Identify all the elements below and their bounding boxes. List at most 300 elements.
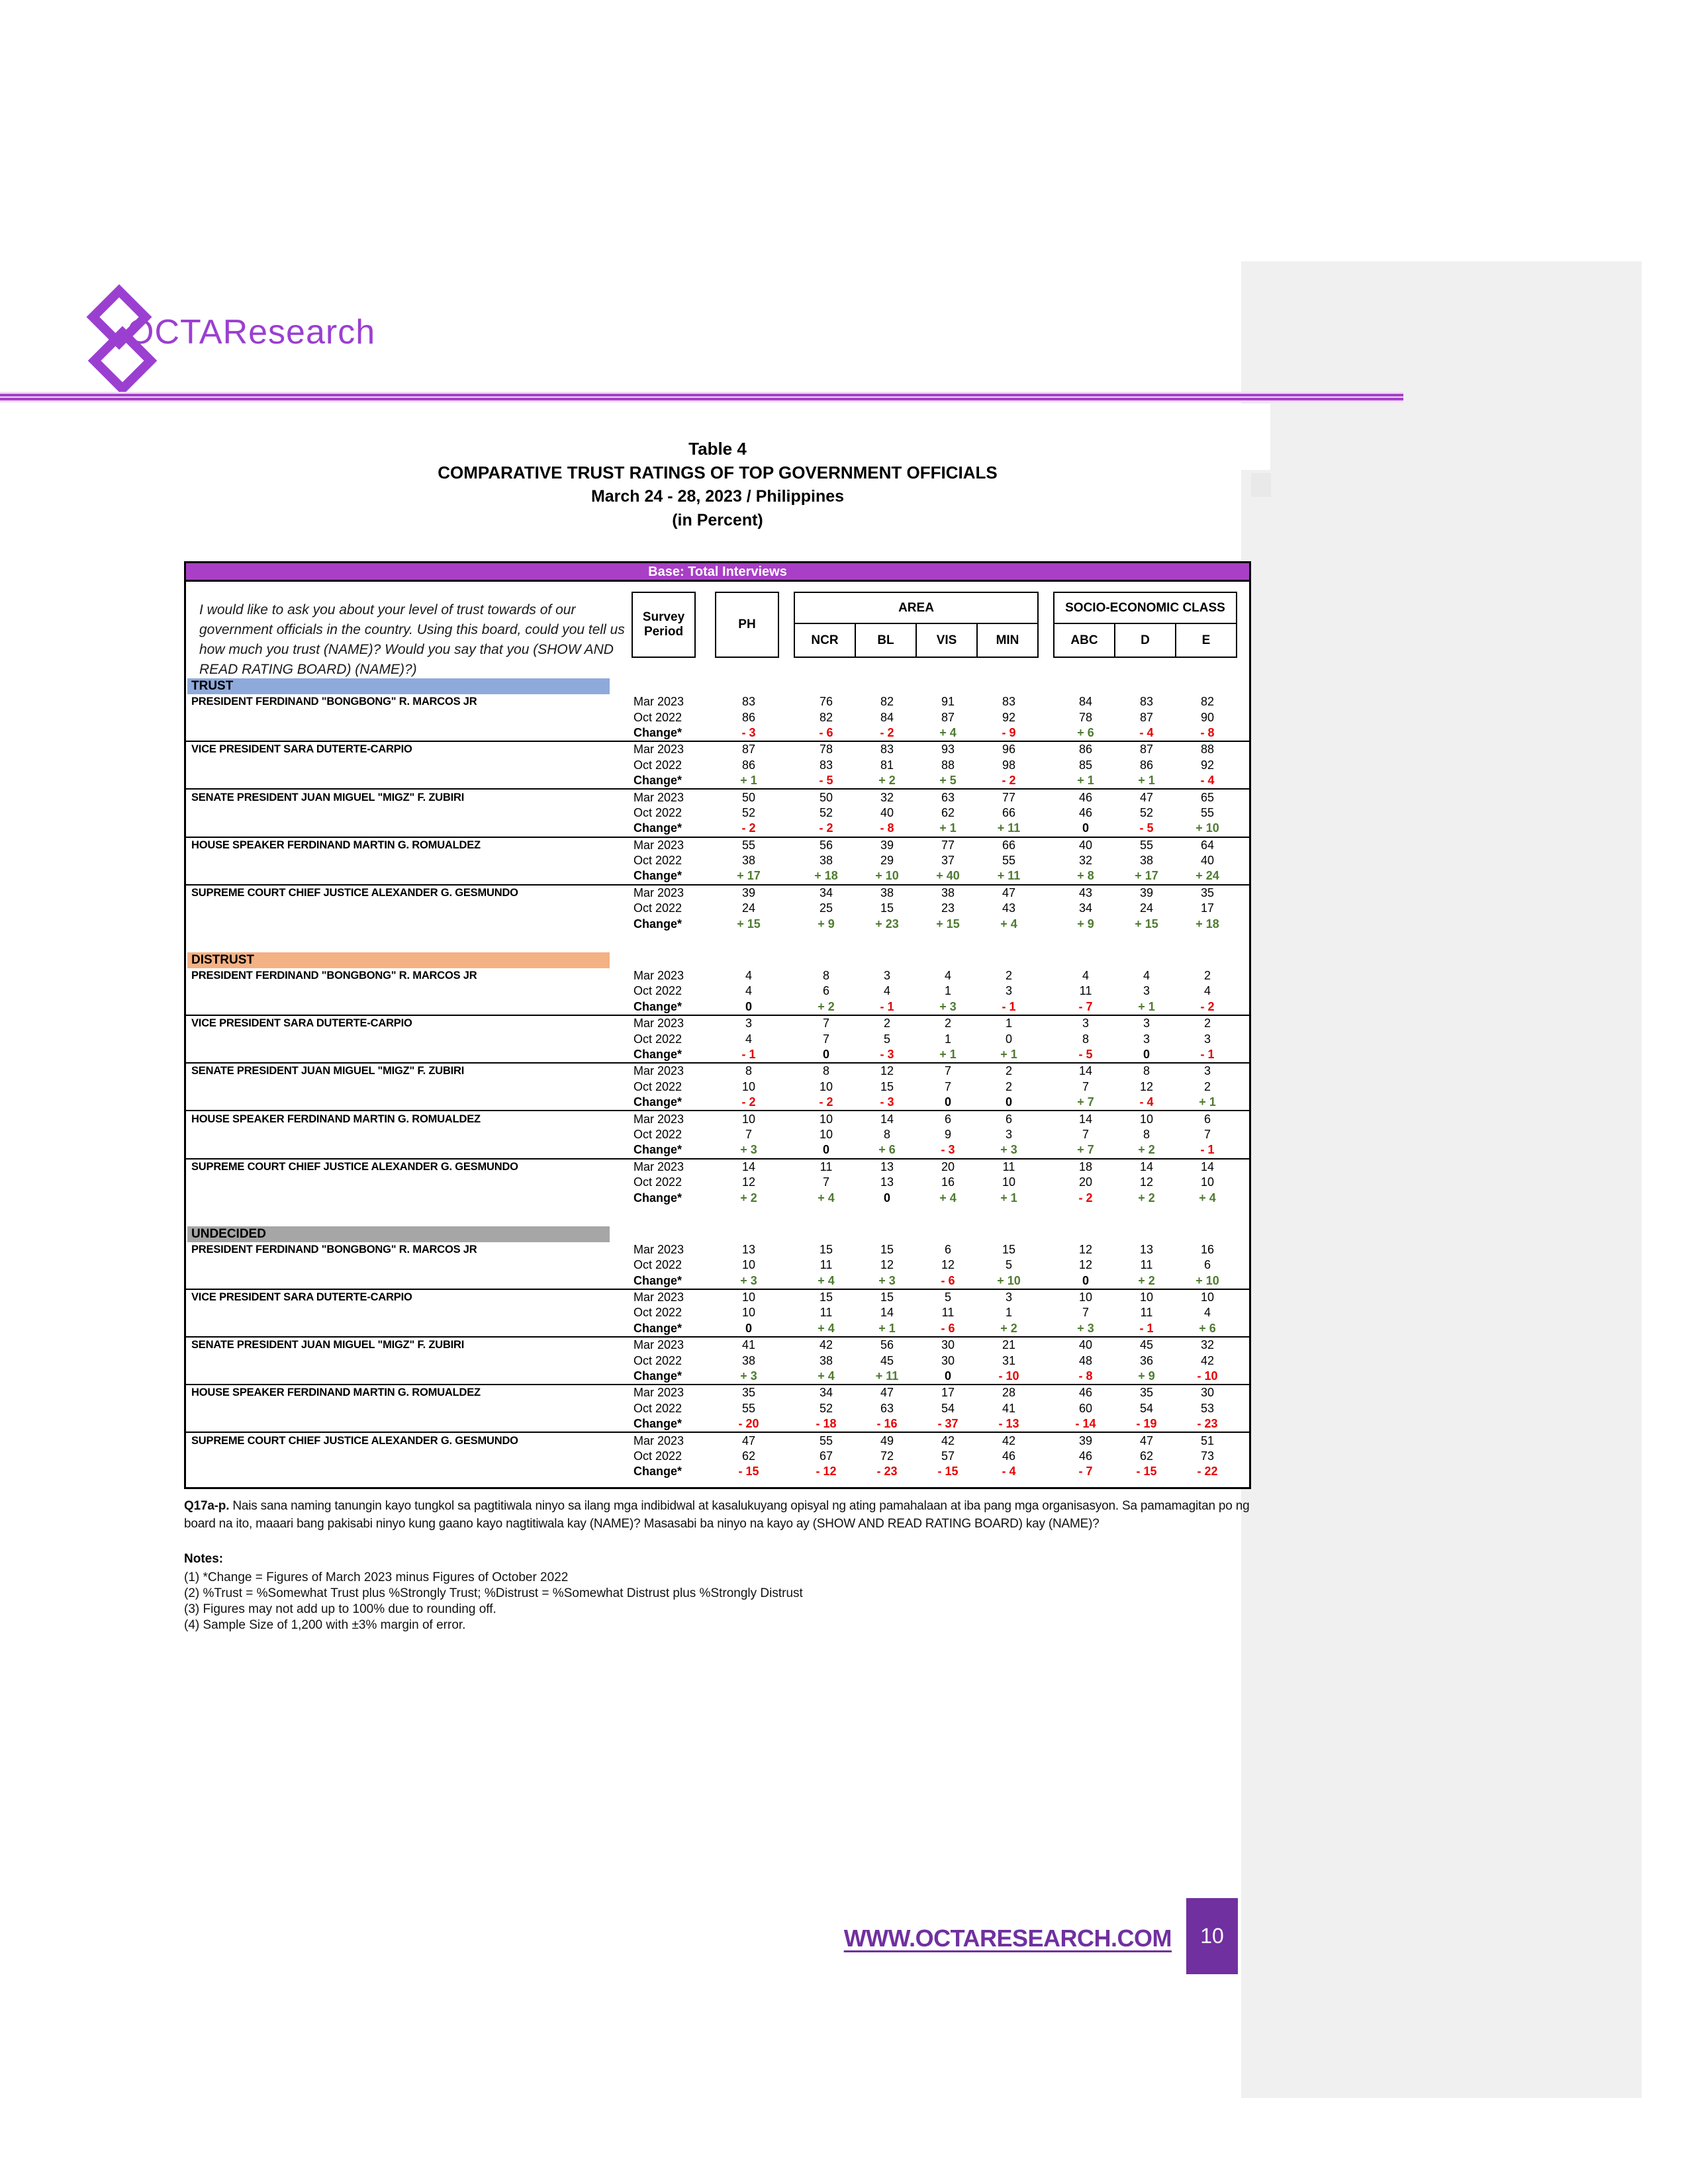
change-cell: + 1: [939, 1048, 957, 1061]
value-cell: 10: [1200, 1175, 1215, 1189]
table-row: [186, 709, 1249, 725]
value-cell: 90: [1200, 710, 1215, 724]
value-cell: 34: [1078, 901, 1093, 915]
value-cell: 66: [1002, 805, 1016, 819]
value-cell: 31: [1002, 1353, 1016, 1367]
value-cell: 38: [941, 886, 955, 899]
value-cell: 47: [1139, 1433, 1154, 1447]
change-cell: - 16: [876, 1417, 898, 1431]
section-undecided: [186, 1226, 1249, 1480]
value-cell: 9: [944, 1127, 951, 1141]
change-cell: - 1: [1200, 1048, 1215, 1061]
table-row: [186, 1257, 1249, 1273]
value-cell: 8: [745, 1064, 752, 1078]
value-cell: 4: [883, 984, 890, 998]
period-label: Oct 2022: [633, 758, 682, 772]
change-cell: 0: [1005, 1095, 1012, 1109]
value-cell: 7: [822, 1175, 829, 1189]
value-cell: 84: [1078, 695, 1093, 709]
change-cell: - 3: [880, 1048, 894, 1061]
change-cell: 0: [883, 1191, 890, 1205]
value-cell: 72: [880, 1449, 894, 1463]
section-distrust: [186, 952, 1249, 1206]
value-cell: 82: [819, 710, 833, 724]
value-cell: 39: [1078, 1433, 1093, 1447]
value-cell: 52: [741, 805, 756, 819]
value-cell: 15: [819, 1291, 833, 1304]
period-label: Oct 2022: [633, 1032, 682, 1046]
change-cell: + 8: [1077, 869, 1094, 883]
logo-text: OCTAResearch: [127, 313, 376, 351]
period-label: Oct 2022: [633, 1127, 682, 1141]
value-cell: 42: [941, 1433, 955, 1447]
change-cell: - 2: [819, 821, 833, 835]
value-cell: 60: [1078, 1401, 1093, 1415]
section-header-undecided: UNDECIDED: [187, 1226, 610, 1242]
value-cell: 2: [1005, 969, 1012, 983]
value-cell: 4: [745, 984, 752, 998]
value-cell: 51: [1200, 1433, 1215, 1447]
column-header-survey-period: Survey Period: [632, 592, 696, 658]
table-row: [186, 1079, 1249, 1095]
notes-label: Notes:: [184, 1552, 224, 1566]
change-cell: - 15: [937, 1465, 959, 1479]
value-cell: 3: [1005, 1291, 1012, 1304]
value-cell: 10: [1200, 1291, 1215, 1304]
value-cell: 23: [941, 901, 955, 915]
value-cell: 35: [741, 1386, 756, 1400]
official-block: [186, 1158, 1249, 1206]
value-cell: 34: [819, 886, 833, 899]
period-label: Change*: [633, 1191, 682, 1205]
value-cell: 78: [819, 743, 833, 756]
value-cell: 6: [1005, 1112, 1012, 1126]
table-row: [186, 1385, 1249, 1400]
value-cell: 12: [741, 1175, 756, 1189]
value-cell: 4: [1203, 1306, 1211, 1320]
value-cell: 38: [819, 1353, 833, 1367]
value-cell: 25: [819, 901, 833, 915]
period-label: Mar 2023: [633, 1242, 684, 1256]
value-cell: 83: [1002, 695, 1016, 709]
table-row: [186, 1353, 1249, 1368]
value-cell: 3: [1082, 1017, 1089, 1030]
value-cell: 84: [880, 710, 894, 724]
change-cell: + 5: [939, 774, 957, 788]
value-cell: 16: [1200, 1242, 1215, 1256]
value-cell: 40: [1078, 1338, 1093, 1352]
value-cell: 48: [1078, 1353, 1093, 1367]
table-row: [186, 1305, 1249, 1320]
value-cell: 78: [1078, 710, 1093, 724]
official-block: [186, 884, 1249, 932]
table-row: [186, 1064, 1249, 1079]
column-header-abc: ABC: [1070, 633, 1098, 647]
value-cell: 2: [1203, 969, 1211, 983]
period-label: Change*: [633, 774, 682, 788]
value-cell: 42: [819, 1338, 833, 1352]
value-cell: 50: [819, 790, 833, 804]
page-number: 10: [1200, 1924, 1224, 1948]
change-cell: + 2: [818, 999, 835, 1013]
value-cell: 82: [880, 695, 894, 709]
period-label: Oct 2022: [633, 1353, 682, 1367]
change-cell: - 7: [1078, 999, 1093, 1013]
website-link[interactable]: WWW.OCTARESEARCH.COM: [843, 1925, 1172, 1952]
change-cell: - 14: [1075, 1417, 1096, 1431]
value-cell: 14: [880, 1306, 894, 1320]
value-cell: 10: [741, 1306, 756, 1320]
change-cell: - 3: [941, 1143, 955, 1157]
table-row: [186, 805, 1249, 821]
change-cell: + 10: [997, 1273, 1021, 1287]
change-cell: + 1: [1077, 774, 1094, 788]
value-cell: 66: [1002, 838, 1016, 852]
value-cell: 7: [944, 1079, 951, 1093]
header-divider-line: [0, 392, 1403, 402]
table-row: [186, 868, 1249, 884]
official-name: SENATE PRESIDENT JUAN MIGUEL "MIGZ" F. ZUBIRI: [191, 791, 465, 803]
official-name: HOUSE SPEAKER FERDINAND MARTIN G. ROMUALDEZ: [191, 1387, 481, 1399]
change-cell: - 6: [819, 725, 833, 739]
value-cell: 45: [880, 1353, 894, 1367]
period-label: Change*: [633, 1143, 682, 1157]
survey-question-text: I would like to ask you about your level of trust towards of our government officials in the country. Using this board, could you tell us how much you trust (NAME)? Would you say that you (SHOW AND READ RATING BOARD) (NAME)?): [199, 602, 625, 677]
period-label: Mar 2023: [633, 1160, 684, 1173]
value-cell: 24: [741, 901, 756, 915]
value-cell: 43: [1002, 901, 1016, 915]
value-cell: 50: [741, 790, 756, 804]
change-cell: + 7: [1077, 1095, 1094, 1109]
value-cell: 41: [741, 1338, 756, 1352]
table-row: [186, 1464, 1249, 1479]
value-cell: 3: [1005, 1127, 1012, 1141]
change-cell: - 8: [1078, 1369, 1093, 1383]
change-cell: - 15: [738, 1465, 759, 1479]
value-cell: 6: [822, 984, 829, 998]
value-cell: 55: [819, 1433, 833, 1447]
value-cell: 55: [1002, 854, 1016, 868]
period-label: Mar 2023: [633, 1064, 684, 1078]
period-label: Oct 2022: [633, 1258, 682, 1272]
value-cell: 54: [941, 1401, 955, 1415]
official-name: HOUSE SPEAKER FERDINAND MARTIN G. ROMUALDEZ: [191, 1113, 481, 1125]
period-label: Change*: [633, 1095, 682, 1109]
change-cell: + 10: [1196, 821, 1219, 835]
value-cell: 87: [741, 743, 756, 756]
change-cell: + 11: [997, 869, 1021, 883]
value-cell: 56: [819, 838, 833, 852]
change-cell: - 12: [816, 1465, 837, 1479]
change-cell: - 5: [1078, 1048, 1093, 1061]
value-cell: 11: [1140, 1306, 1153, 1320]
value-cell: 12: [1139, 1079, 1154, 1093]
official-block: [186, 1110, 1249, 1158]
value-cell: 11: [820, 1160, 833, 1173]
change-cell: + 2: [1138, 1273, 1155, 1287]
value-cell: 15: [880, 1242, 894, 1256]
period-label: Oct 2022: [633, 1401, 682, 1415]
value-cell: 14: [1139, 1160, 1154, 1173]
change-cell: + 4: [939, 1191, 957, 1205]
value-cell: 38: [819, 854, 833, 868]
value-cell: 3: [745, 1017, 752, 1030]
value-cell: 82: [1200, 695, 1215, 709]
change-cell: + 1: [1000, 1191, 1017, 1205]
value-cell: 6: [944, 1242, 951, 1256]
change-cell: - 20: [738, 1417, 759, 1431]
period-label: Change*: [633, 1321, 682, 1335]
value-cell: 88: [941, 758, 955, 772]
value-cell: 62: [941, 805, 955, 819]
change-cell: + 1: [740, 774, 757, 788]
value-cell: 15: [819, 1242, 833, 1256]
change-cell: - 1: [1200, 1143, 1215, 1157]
value-cell: 13: [741, 1242, 756, 1256]
value-cell: 86: [1139, 758, 1154, 772]
value-cell: 57: [941, 1449, 955, 1463]
value-cell: 3: [1143, 1017, 1150, 1030]
table-row: [186, 1190, 1249, 1205]
table-row: [186, 1449, 1249, 1464]
change-cell: 0: [745, 999, 752, 1013]
change-cell: - 3: [741, 725, 756, 739]
value-cell: 17: [941, 1386, 955, 1400]
value-cell: 85: [1078, 758, 1093, 772]
value-cell: 16: [941, 1175, 955, 1189]
value-cell: 4: [1203, 984, 1211, 998]
change-cell: + 11: [997, 821, 1021, 835]
value-cell: 13: [1139, 1242, 1154, 1256]
value-cell: 1: [1005, 1017, 1012, 1030]
change-cell: + 1: [1138, 999, 1155, 1013]
value-cell: 45: [1139, 1338, 1154, 1352]
notes-list: [184, 1570, 1111, 1633]
value-cell: 7: [1082, 1127, 1089, 1141]
value-cell: 87: [1139, 710, 1154, 724]
value-cell: 38: [1139, 854, 1154, 868]
question-footnote-label: Q17a-p.: [184, 1499, 230, 1513]
value-cell: 3: [1143, 1032, 1150, 1046]
value-cell: 2: [1005, 1079, 1012, 1093]
column-header-d: D: [1114, 624, 1175, 657]
value-cell: 64: [1200, 838, 1215, 852]
value-cell: 3: [883, 969, 890, 983]
title-block: [184, 437, 1251, 532]
table-row: [186, 1369, 1249, 1384]
section-header-trust: TRUST: [187, 678, 610, 694]
value-cell: 47: [1002, 886, 1016, 899]
value-cell: 55: [741, 1401, 756, 1415]
official-block: [186, 837, 1249, 884]
value-cell: 34: [819, 1386, 833, 1400]
period-label: Change*: [633, 725, 682, 739]
table-row: [186, 968, 1249, 983]
value-cell: 52: [819, 805, 833, 819]
question-footnote-text: Nais sana naming tanungin kayo tungkol sa pagtitiwala ninyo sa ilang mga indibidwal at kasalukuyang opisyal ng ating pamahalaan at iba pang mga organisasyon. Sa pamamagitan po ng board na ito, maaari bang pakisabi ninyo kung gaano kayo nagtitiwala kay (NAME)? Masasabi ba ninyo na kayo ay (SHOW AND READ RATING BOARD) kay (NAME)?: [184, 1499, 1250, 1531]
change-cell: - 23: [876, 1465, 898, 1479]
value-cell: 7: [745, 1127, 752, 1141]
value-cell: 6: [944, 1112, 951, 1126]
table-row: [186, 1290, 1249, 1305]
value-cell: 47: [1139, 790, 1154, 804]
column-group-socio-economic: [1053, 592, 1237, 658]
change-cell: + 18: [1196, 917, 1219, 931]
value-cell: 87: [1139, 743, 1154, 756]
value-cell: 39: [741, 886, 756, 899]
note-item: (4) Sample Size of 1,200 with ±3% margin of error.: [184, 1618, 466, 1632]
change-cell: + 3: [878, 1273, 896, 1287]
change-cell: - 13: [998, 1417, 1019, 1431]
value-cell: 55: [741, 838, 756, 852]
value-cell: 86: [741, 758, 756, 772]
value-cell: 47: [741, 1433, 756, 1447]
value-cell: 0: [1005, 1032, 1012, 1046]
period-label: Change*: [633, 869, 682, 883]
value-cell: 10: [1139, 1112, 1154, 1126]
note-item: (2) %Trust = %Somewhat Trust plus %Strongly Trust; %Distrust = %Somewhat Distrust plus %Strongly Distrust: [184, 1586, 803, 1600]
value-cell: 40: [1200, 854, 1215, 868]
period-label: Change*: [633, 1417, 682, 1431]
change-cell: + 1: [1138, 774, 1155, 788]
value-cell: 62: [741, 1449, 756, 1463]
value-cell: 32: [1200, 1338, 1215, 1352]
change-cell: - 2: [741, 1095, 756, 1109]
value-cell: 98: [1002, 758, 1016, 772]
value-cell: 3: [1005, 984, 1012, 998]
value-cell: 76: [819, 695, 833, 709]
change-cell: - 5: [1139, 821, 1154, 835]
value-cell: 10: [1002, 1175, 1016, 1189]
table-row: [186, 916, 1249, 931]
value-cell: 32: [1078, 854, 1093, 868]
question-footnote: [184, 1497, 1263, 1533]
sections-container: [186, 678, 1249, 1500]
change-cell: + 15: [936, 917, 960, 931]
value-cell: 7: [944, 1064, 951, 1078]
official-name: VICE PRESIDENT SARA DUTERTE-CARPIO: [191, 743, 412, 756]
value-cell: 1: [1005, 1306, 1012, 1320]
change-cell: + 15: [1135, 917, 1158, 931]
official-block: [186, 968, 1249, 1015]
change-cell: - 19: [1136, 1417, 1157, 1431]
value-cell: 52: [1139, 805, 1154, 819]
change-cell: + 15: [737, 917, 761, 931]
change-cell: + 2: [878, 774, 896, 788]
period-label: Oct 2022: [633, 710, 682, 724]
value-cell: 46: [1078, 1386, 1093, 1400]
section-header-distrust: DISTRUST: [187, 952, 610, 968]
change-cell: + 2: [1138, 1191, 1155, 1205]
official-block: [186, 1336, 1249, 1384]
value-cell: 65: [1200, 790, 1215, 804]
value-cell: 2: [1203, 1017, 1211, 1030]
change-cell: + 1: [939, 821, 957, 835]
value-cell: 7: [822, 1017, 829, 1030]
change-cell: + 4: [818, 1321, 835, 1335]
period-label: Mar 2023: [633, 743, 684, 756]
change-cell: - 4: [1139, 725, 1154, 739]
table-row: [186, 1031, 1249, 1046]
change-cell: + 6: [1199, 1321, 1216, 1335]
table-number: Table 4: [688, 439, 747, 459]
change-cell: + 3: [939, 999, 957, 1013]
title-units: (in Percent): [672, 511, 763, 529]
value-cell: 12: [880, 1064, 894, 1078]
value-cell: 92: [1200, 758, 1215, 772]
change-cell: + 24: [1196, 869, 1219, 883]
official-name: PRESIDENT FERDINAND "BONGBONG" R. MARCOS JR: [191, 1243, 477, 1255]
period-label: Change*: [633, 1369, 682, 1383]
value-cell: 55: [1200, 805, 1215, 819]
value-cell: 83: [819, 758, 833, 772]
change-cell: - 2: [1078, 1191, 1093, 1205]
value-cell: 8: [883, 1127, 890, 1141]
value-cell: 11: [1002, 1160, 1015, 1173]
period-label: Mar 2023: [633, 1338, 684, 1352]
table-row: [186, 1142, 1249, 1158]
column-header-min: MIN: [976, 624, 1037, 657]
period-label: Change*: [633, 1273, 682, 1287]
change-cell: 0: [822, 1048, 829, 1061]
value-cell: 5: [944, 1291, 951, 1304]
change-cell: - 1: [1139, 1321, 1154, 1335]
table-row: [186, 758, 1249, 773]
value-cell: 3: [1203, 1032, 1211, 1046]
value-cell: 62: [1139, 1449, 1154, 1463]
official-block: [186, 1242, 1249, 1289]
change-cell: + 18: [814, 869, 838, 883]
table-row: [186, 999, 1249, 1015]
value-cell: 73: [1200, 1449, 1215, 1463]
period-label: Mar 2023: [633, 1017, 684, 1030]
value-cell: 4: [745, 969, 752, 983]
value-cell: 14: [1200, 1160, 1215, 1173]
change-cell: + 3: [740, 1143, 757, 1157]
change-cell: + 3: [1077, 1321, 1094, 1335]
value-cell: 67: [819, 1449, 833, 1463]
change-cell: + 3: [740, 1273, 757, 1287]
change-cell: + 9: [818, 917, 835, 931]
value-cell: 55: [1139, 838, 1154, 852]
value-cell: 53: [1200, 1401, 1215, 1415]
period-label: Oct 2022: [633, 1449, 682, 1463]
period-label: Mar 2023: [633, 790, 684, 804]
value-cell: 8: [1143, 1127, 1150, 1141]
value-cell: 86: [1078, 743, 1093, 756]
value-cell: 15: [880, 1079, 894, 1093]
change-cell: 0: [944, 1369, 951, 1383]
change-cell: + 23: [875, 917, 899, 931]
value-cell: 17: [1200, 901, 1215, 915]
change-cell: - 6: [941, 1321, 955, 1335]
value-cell: 10: [819, 1079, 833, 1093]
change-cell: + 2: [1000, 1321, 1017, 1335]
base-label-bar: Base: Total Interviews: [186, 563, 1249, 582]
official-block: [186, 741, 1249, 788]
value-cell: 32: [880, 790, 894, 804]
change-cell: - 9: [1002, 725, 1016, 739]
value-cell: 88: [1200, 743, 1215, 756]
page-margin-panel: [1241, 261, 1642, 2098]
change-cell: - 2: [1002, 774, 1016, 788]
section-trust: [186, 678, 1249, 932]
table-row: [186, 725, 1249, 741]
change-cell: - 18: [816, 1417, 837, 1431]
value-cell: 47: [880, 1386, 894, 1400]
period-label: Mar 2023: [633, 969, 684, 983]
column-header-ncr: NCR: [811, 633, 839, 647]
